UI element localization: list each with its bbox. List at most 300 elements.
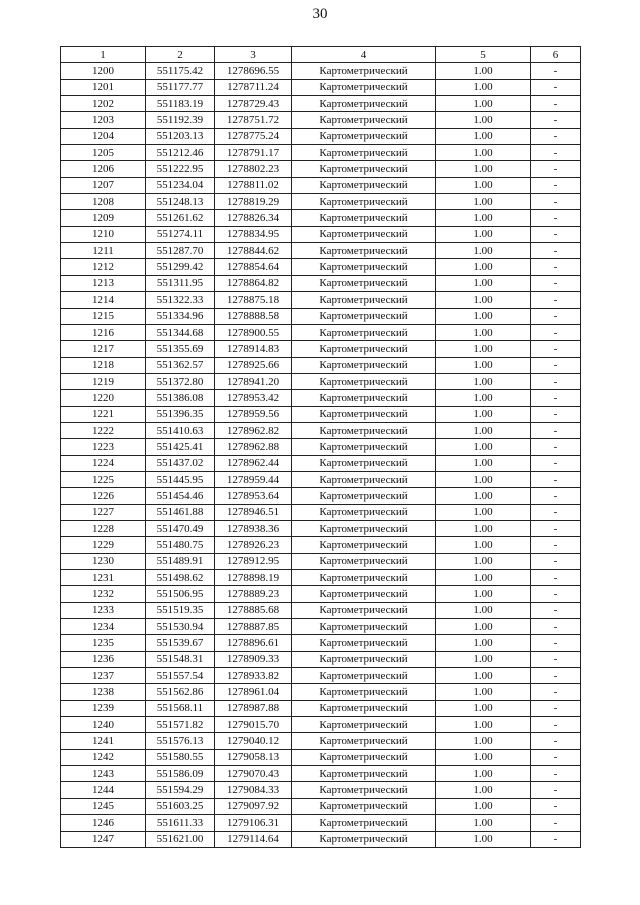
note-cell: - <box>531 161 581 177</box>
x-coordinate-cell: 551571.82 <box>146 717 215 733</box>
x-coordinate-cell: 551372.80 <box>146 373 215 389</box>
method-cell: Картометрический <box>292 831 436 847</box>
y-coordinate-cell: 1278914.83 <box>215 341 292 357</box>
note-cell: - <box>531 635 581 651</box>
y-coordinate-cell: 1278819.29 <box>215 194 292 210</box>
table-row <box>61 357 581 373</box>
y-coordinate-cell: 1279040.12 <box>215 733 292 749</box>
point-number-cell: 1224 <box>61 455 146 471</box>
x-coordinate-cell: 551234.04 <box>146 177 215 193</box>
accuracy-cell: 1.00 <box>436 635 531 651</box>
accuracy-cell: 1.00 <box>436 210 531 226</box>
method-cell: Картометрический <box>292 390 436 406</box>
x-coordinate-cell: 551183.19 <box>146 96 215 112</box>
x-coordinate-cell: 551177.77 <box>146 79 215 95</box>
y-coordinate-cell: 1278834.95 <box>215 226 292 242</box>
accuracy-cell: 1.00 <box>436 537 531 553</box>
accuracy-cell: 1.00 <box>436 324 531 340</box>
method-cell: Картометрический <box>292 194 436 210</box>
accuracy-cell: 1.00 <box>436 586 531 602</box>
method-cell: Картометрический <box>292 243 436 259</box>
y-coordinate-cell: 1279084.33 <box>215 782 292 798</box>
table-row <box>61 275 581 291</box>
x-coordinate-cell: 551498.62 <box>146 570 215 586</box>
accuracy-cell: 1.00 <box>436 308 531 324</box>
method-cell: Картометрический <box>292 259 436 275</box>
method-cell: Картометрический <box>292 145 436 161</box>
y-coordinate-cell: 1279058.13 <box>215 749 292 765</box>
table-row <box>61 96 581 112</box>
x-coordinate-cell: 551192.39 <box>146 112 215 128</box>
accuracy-cell: 1.00 <box>436 341 531 357</box>
table-row <box>61 243 581 259</box>
accuracy-cell: 1.00 <box>436 488 531 504</box>
accuracy-cell: 1.00 <box>436 455 531 471</box>
method-cell: Картометрический <box>292 471 436 487</box>
method-cell: Картометрический <box>292 570 436 586</box>
table-row <box>61 733 581 749</box>
method-cell: Картометрический <box>292 700 436 716</box>
accuracy-cell: 1.00 <box>436 96 531 112</box>
point-number-cell: 1236 <box>61 651 146 667</box>
accuracy-cell: 1.00 <box>436 717 531 733</box>
y-coordinate-cell: 1278912.95 <box>215 553 292 569</box>
x-coordinate-cell: 551576.13 <box>146 733 215 749</box>
x-coordinate-cell: 551212.46 <box>146 145 215 161</box>
method-cell: Картометрический <box>292 717 436 733</box>
method-cell: Картометрический <box>292 357 436 373</box>
table-row <box>61 537 581 553</box>
method-cell: Картометрический <box>292 373 436 389</box>
note-cell: - <box>531 831 581 847</box>
point-number-cell: 1246 <box>61 815 146 831</box>
accuracy-cell: 1.00 <box>436 684 531 700</box>
point-number-cell: 1209 <box>61 210 146 226</box>
method-cell: Картометрический <box>292 226 436 242</box>
y-coordinate-cell: 1278775.24 <box>215 128 292 144</box>
method-cell: Картометрический <box>292 341 436 357</box>
column-header: 1 <box>61 47 146 63</box>
accuracy-cell: 1.00 <box>436 815 531 831</box>
x-coordinate-cell: 551274.11 <box>146 226 215 242</box>
accuracy-cell: 1.00 <box>436 520 531 536</box>
method-cell: Картометрический <box>292 586 436 602</box>
table-row <box>61 406 581 422</box>
point-number-cell: 1207 <box>61 177 146 193</box>
note-cell: - <box>531 145 581 161</box>
note-cell: - <box>531 373 581 389</box>
point-number-cell: 1201 <box>61 79 146 95</box>
accuracy-cell: 1.00 <box>436 177 531 193</box>
point-number-cell: 1231 <box>61 570 146 586</box>
y-coordinate-cell: 1278962.82 <box>215 422 292 438</box>
table-row <box>61 210 581 226</box>
y-coordinate-cell: 1278900.55 <box>215 324 292 340</box>
table-row <box>61 815 581 831</box>
point-number-cell: 1211 <box>61 243 146 259</box>
note-cell: - <box>531 63 581 79</box>
y-coordinate-cell: 1278926.23 <box>215 537 292 553</box>
method-cell: Картометрический <box>292 766 436 782</box>
y-coordinate-cell: 1278938.36 <box>215 520 292 536</box>
x-coordinate-cell: 551489.91 <box>146 553 215 569</box>
note-cell: - <box>531 700 581 716</box>
method-cell: Картометрический <box>292 210 436 226</box>
table-row <box>61 635 581 651</box>
x-coordinate-cell: 551222.95 <box>146 161 215 177</box>
method-cell: Картометрический <box>292 798 436 814</box>
table-row <box>61 194 581 210</box>
x-coordinate-cell: 551580.55 <box>146 749 215 765</box>
note-cell: - <box>531 520 581 536</box>
y-coordinate-cell: 1278941.20 <box>215 373 292 389</box>
point-number-cell: 1210 <box>61 226 146 242</box>
y-coordinate-cell: 1278953.42 <box>215 390 292 406</box>
x-coordinate-cell: 551355.69 <box>146 341 215 357</box>
table-row <box>61 570 581 586</box>
accuracy-cell: 1.00 <box>436 766 531 782</box>
method-cell: Картометрический <box>292 553 436 569</box>
x-coordinate-cell: 551261.62 <box>146 210 215 226</box>
note-cell: - <box>531 390 581 406</box>
table-row <box>61 488 581 504</box>
point-number-cell: 1230 <box>61 553 146 569</box>
point-number-cell: 1232 <box>61 586 146 602</box>
note-cell: - <box>531 243 581 259</box>
table-row <box>61 128 581 144</box>
y-coordinate-cell: 1278791.17 <box>215 145 292 161</box>
x-coordinate-cell: 551548.31 <box>146 651 215 667</box>
x-coordinate-cell: 551386.08 <box>146 390 215 406</box>
method-cell: Картометрический <box>292 96 436 112</box>
table-row <box>61 259 581 275</box>
accuracy-cell: 1.00 <box>436 749 531 765</box>
note-cell: - <box>531 226 581 242</box>
x-coordinate-cell: 551461.88 <box>146 504 215 520</box>
x-coordinate-cell: 551621.00 <box>146 831 215 847</box>
accuracy-cell: 1.00 <box>436 831 531 847</box>
accuracy-cell: 1.00 <box>436 782 531 798</box>
table-row <box>61 798 581 814</box>
y-coordinate-cell: 1278933.82 <box>215 668 292 684</box>
y-coordinate-cell: 1279070.43 <box>215 766 292 782</box>
y-coordinate-cell: 1278751.72 <box>215 112 292 128</box>
point-number-cell: 1235 <box>61 635 146 651</box>
y-coordinate-cell: 1278889.23 <box>215 586 292 602</box>
method-cell: Картометрический <box>292 602 436 618</box>
point-number-cell: 1225 <box>61 471 146 487</box>
point-number-cell: 1203 <box>61 112 146 128</box>
table-row <box>61 177 581 193</box>
note-cell: - <box>531 341 581 357</box>
note-cell: - <box>531 275 581 291</box>
note-cell: - <box>531 815 581 831</box>
note-cell: - <box>531 471 581 487</box>
method-cell: Картометрический <box>292 63 436 79</box>
y-coordinate-cell: 1278959.44 <box>215 471 292 487</box>
note-cell: - <box>531 733 581 749</box>
accuracy-cell: 1.00 <box>436 145 531 161</box>
point-number-cell: 1206 <box>61 161 146 177</box>
y-coordinate-cell: 1278711.24 <box>215 79 292 95</box>
note-cell: - <box>531 96 581 112</box>
point-number-cell: 1242 <box>61 749 146 765</box>
note-cell: - <box>531 717 581 733</box>
note-cell: - <box>531 684 581 700</box>
x-coordinate-cell: 551539.67 <box>146 635 215 651</box>
table-row <box>61 520 581 536</box>
accuracy-cell: 1.00 <box>436 194 531 210</box>
y-coordinate-cell: 1278885.68 <box>215 602 292 618</box>
method-cell: Картометрический <box>292 504 436 520</box>
table-row <box>61 471 581 487</box>
table-row <box>61 553 581 569</box>
y-coordinate-cell: 1278909.33 <box>215 651 292 667</box>
accuracy-cell: 1.00 <box>436 619 531 635</box>
note-cell: - <box>531 668 581 684</box>
y-coordinate-cell: 1279106.31 <box>215 815 292 831</box>
x-coordinate-cell: 551203.13 <box>146 128 215 144</box>
note-cell: - <box>531 324 581 340</box>
point-number-cell: 1233 <box>61 602 146 618</box>
column-header: 5 <box>436 47 531 63</box>
note-cell: - <box>531 112 581 128</box>
point-number-cell: 1228 <box>61 520 146 536</box>
coordinates-table <box>60 46 581 848</box>
method-cell: Картометрический <box>292 455 436 471</box>
x-coordinate-cell: 551248.13 <box>146 194 215 210</box>
point-number-cell: 1234 <box>61 619 146 635</box>
point-number-cell: 1226 <box>61 488 146 504</box>
y-coordinate-cell: 1278959.56 <box>215 406 292 422</box>
point-number-cell: 1202 <box>61 96 146 112</box>
point-number-cell: 1214 <box>61 292 146 308</box>
method-cell: Картометрический <box>292 782 436 798</box>
note-cell: - <box>531 439 581 455</box>
y-coordinate-cell: 1278802.23 <box>215 161 292 177</box>
table-row <box>61 79 581 95</box>
point-number-cell: 1245 <box>61 798 146 814</box>
x-coordinate-cell: 551562.86 <box>146 684 215 700</box>
point-number-cell: 1204 <box>61 128 146 144</box>
point-number-cell: 1216 <box>61 324 146 340</box>
point-number-cell: 1239 <box>61 700 146 716</box>
accuracy-cell: 1.00 <box>436 259 531 275</box>
x-coordinate-cell: 551396.35 <box>146 406 215 422</box>
y-coordinate-cell: 1279114.64 <box>215 831 292 847</box>
note-cell: - <box>531 455 581 471</box>
method-cell: Картометрический <box>292 520 436 536</box>
table-row <box>61 341 581 357</box>
point-number-cell: 1237 <box>61 668 146 684</box>
note-cell: - <box>531 651 581 667</box>
y-coordinate-cell: 1279015.70 <box>215 717 292 733</box>
note-cell: - <box>531 177 581 193</box>
method-cell: Картометрический <box>292 324 436 340</box>
accuracy-cell: 1.00 <box>436 471 531 487</box>
table-header-row <box>61 47 581 63</box>
table-row <box>61 619 581 635</box>
method-cell: Картометрический <box>292 128 436 144</box>
y-coordinate-cell: 1278898.19 <box>215 570 292 586</box>
table-row <box>61 668 581 684</box>
table-row <box>61 373 581 389</box>
accuracy-cell: 1.00 <box>436 602 531 618</box>
y-coordinate-cell: 1278696.55 <box>215 63 292 79</box>
point-number-cell: 1223 <box>61 439 146 455</box>
y-coordinate-cell: 1278864.82 <box>215 275 292 291</box>
table-row <box>61 586 581 602</box>
y-coordinate-cell: 1278925.66 <box>215 357 292 373</box>
accuracy-cell: 1.00 <box>436 553 531 569</box>
x-coordinate-cell: 551454.46 <box>146 488 215 504</box>
point-number-cell: 1229 <box>61 537 146 553</box>
point-number-cell: 1238 <box>61 684 146 700</box>
accuracy-cell: 1.00 <box>436 161 531 177</box>
accuracy-cell: 1.00 <box>436 733 531 749</box>
y-coordinate-cell: 1278987.88 <box>215 700 292 716</box>
note-cell: - <box>531 553 581 569</box>
point-number-cell: 1241 <box>61 733 146 749</box>
table-row <box>61 422 581 438</box>
table-body <box>61 63 581 848</box>
method-cell: Картометрический <box>292 815 436 831</box>
table-row <box>61 782 581 798</box>
x-coordinate-cell: 551287.70 <box>146 243 215 259</box>
point-number-cell: 1222 <box>61 422 146 438</box>
y-coordinate-cell: 1278729.43 <box>215 96 292 112</box>
accuracy-cell: 1.00 <box>436 357 531 373</box>
point-number-cell: 1227 <box>61 504 146 520</box>
x-coordinate-cell: 551480.75 <box>146 537 215 553</box>
x-coordinate-cell: 551175.42 <box>146 63 215 79</box>
point-number-cell: 1217 <box>61 341 146 357</box>
y-coordinate-cell: 1278875.18 <box>215 292 292 308</box>
note-cell: - <box>531 128 581 144</box>
method-cell: Картометрический <box>292 733 436 749</box>
x-coordinate-cell: 551557.54 <box>146 668 215 684</box>
accuracy-cell: 1.00 <box>436 700 531 716</box>
note-cell: - <box>531 586 581 602</box>
note-cell: - <box>531 602 581 618</box>
accuracy-cell: 1.00 <box>436 668 531 684</box>
table-row <box>61 308 581 324</box>
note-cell: - <box>531 749 581 765</box>
method-cell: Картометрический <box>292 488 436 504</box>
y-coordinate-cell: 1278962.88 <box>215 439 292 455</box>
table-row <box>61 63 581 79</box>
note-cell: - <box>531 782 581 798</box>
column-header: 2 <box>146 47 215 63</box>
point-number-cell: 1200 <box>61 63 146 79</box>
table-row <box>61 145 581 161</box>
y-coordinate-cell: 1278844.62 <box>215 243 292 259</box>
accuracy-cell: 1.00 <box>436 439 531 455</box>
y-coordinate-cell: 1278946.51 <box>215 504 292 520</box>
note-cell: - <box>531 422 581 438</box>
table-row <box>61 749 581 765</box>
method-cell: Картометрический <box>292 292 436 308</box>
accuracy-cell: 1.00 <box>436 292 531 308</box>
y-coordinate-cell: 1278887.85 <box>215 619 292 635</box>
method-cell: Картометрический <box>292 439 436 455</box>
method-cell: Картометрический <box>292 79 436 95</box>
note-cell: - <box>531 259 581 275</box>
table-row <box>61 390 581 406</box>
accuracy-cell: 1.00 <box>436 422 531 438</box>
x-coordinate-cell: 551311.95 <box>146 275 215 291</box>
point-number-cell: 1221 <box>61 406 146 422</box>
accuracy-cell: 1.00 <box>436 798 531 814</box>
table-row <box>61 455 581 471</box>
method-cell: Картометрический <box>292 422 436 438</box>
x-coordinate-cell: 551299.42 <box>146 259 215 275</box>
accuracy-cell: 1.00 <box>436 390 531 406</box>
point-number-cell: 1243 <box>61 766 146 782</box>
point-number-cell: 1208 <box>61 194 146 210</box>
accuracy-cell: 1.00 <box>436 504 531 520</box>
table-row <box>61 439 581 455</box>
method-cell: Картометрический <box>292 177 436 193</box>
point-number-cell: 1213 <box>61 275 146 291</box>
y-coordinate-cell: 1278811.02 <box>215 177 292 193</box>
point-number-cell: 1220 <box>61 390 146 406</box>
note-cell: - <box>531 488 581 504</box>
accuracy-cell: 1.00 <box>436 570 531 586</box>
note-cell: - <box>531 766 581 782</box>
accuracy-cell: 1.00 <box>436 406 531 422</box>
note-cell: - <box>531 619 581 635</box>
x-coordinate-cell: 551568.11 <box>146 700 215 716</box>
x-coordinate-cell: 551410.63 <box>146 422 215 438</box>
note-cell: - <box>531 406 581 422</box>
accuracy-cell: 1.00 <box>436 651 531 667</box>
note-cell: - <box>531 537 581 553</box>
x-coordinate-cell: 551506.95 <box>146 586 215 602</box>
method-cell: Картометрический <box>292 275 436 291</box>
note-cell: - <box>531 504 581 520</box>
x-coordinate-cell: 551611.33 <box>146 815 215 831</box>
method-cell: Картометрический <box>292 161 436 177</box>
note-cell: - <box>531 194 581 210</box>
point-number-cell: 1219 <box>61 373 146 389</box>
x-coordinate-cell: 551344.68 <box>146 324 215 340</box>
note-cell: - <box>531 570 581 586</box>
x-coordinate-cell: 551437.02 <box>146 455 215 471</box>
y-coordinate-cell: 1278953.64 <box>215 488 292 504</box>
x-coordinate-cell: 551445.95 <box>146 471 215 487</box>
y-coordinate-cell: 1278896.61 <box>215 635 292 651</box>
x-coordinate-cell: 551530.94 <box>146 619 215 635</box>
y-coordinate-cell: 1278854.64 <box>215 259 292 275</box>
method-cell: Картометрический <box>292 406 436 422</box>
x-coordinate-cell: 551594.29 <box>146 782 215 798</box>
accuracy-cell: 1.00 <box>436 243 531 259</box>
x-coordinate-cell: 551470.49 <box>146 520 215 536</box>
accuracy-cell: 1.00 <box>436 373 531 389</box>
table-row <box>61 292 581 308</box>
method-cell: Картометрический <box>292 684 436 700</box>
x-coordinate-cell: 551603.25 <box>146 798 215 814</box>
accuracy-cell: 1.00 <box>436 63 531 79</box>
x-coordinate-cell: 551334.96 <box>146 308 215 324</box>
table-row <box>61 226 581 242</box>
point-number-cell: 1212 <box>61 259 146 275</box>
table-row <box>61 651 581 667</box>
method-cell: Картометрический <box>292 668 436 684</box>
column-header: 3 <box>215 47 292 63</box>
table-row <box>61 831 581 847</box>
